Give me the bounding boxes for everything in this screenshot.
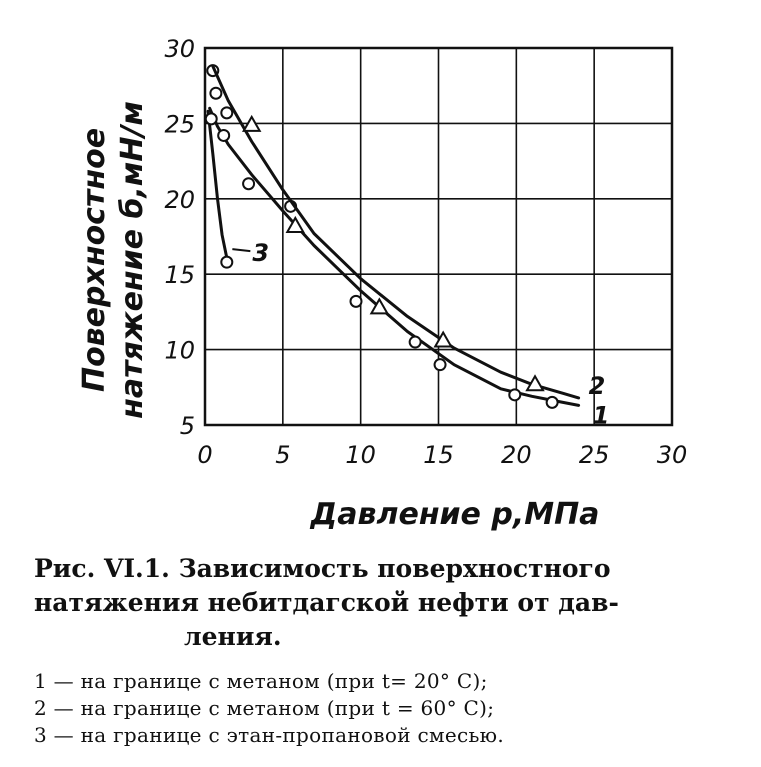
series-1-point [221,107,232,118]
caption-line-1: Рис. VI.1. Зависимость поверхностного [34,554,611,583]
series-1-point [547,397,558,408]
figure-caption [34,552,734,654]
caption-line-2: натяжения небитдагской нефти от дав- [34,588,619,617]
series-1-label: 1 [592,401,610,430]
y-tick-label: 30 [164,35,195,63]
series-1-point [435,359,446,370]
series-layer [206,65,610,429]
series-1-point [218,130,229,141]
series-3-point [221,257,232,268]
series-2-line [213,66,579,398]
x-tick-label: 30 [656,441,688,469]
series-3-label-leader [232,249,250,251]
series-2-label: 2 [588,371,606,400]
y-tick-label: 10 [164,336,195,365]
figure-legend [34,668,754,749]
caption-line-3: ления. [184,622,282,651]
series-1-point [243,178,254,189]
legend-line-3: 3 — на границе с этан-пропановой смесью. [34,723,505,747]
series-1-point [509,389,520,400]
y-tick-label: 25 [164,110,195,139]
y-tick-label: 20 [164,185,195,214]
x-tick-label: 0 [197,441,213,469]
legend-line-2: 2 — на границе с метаном (при t = 60° С); [34,696,495,720]
y-axis-title-line-1: Поверхностное [77,127,112,393]
x-tick-label: 20 [501,441,532,469]
y-axis-title [77,101,150,419]
x-axis-title: Давление p,МПа [310,497,600,532]
x-tick-label: 5 [275,441,291,469]
series-1-point [350,296,361,307]
series-1-point [410,337,421,348]
series-3-label: 3 [252,239,270,268]
legend-line-1: 1 — на границе с метаном (при t= 20° С); [34,669,488,693]
series-1-point [210,88,221,99]
x-tick-label: 25 [578,441,610,469]
series-2-point [435,333,451,347]
x-tick-label: 10 [345,441,376,469]
series-3-point [206,113,217,124]
x-tick-label: 15 [423,441,454,469]
y-tick-label: 5 [179,412,195,440]
y-tick-label: 15 [164,261,195,290]
y-axis-title-line-2: натяжение б,мН/м [115,101,150,419]
